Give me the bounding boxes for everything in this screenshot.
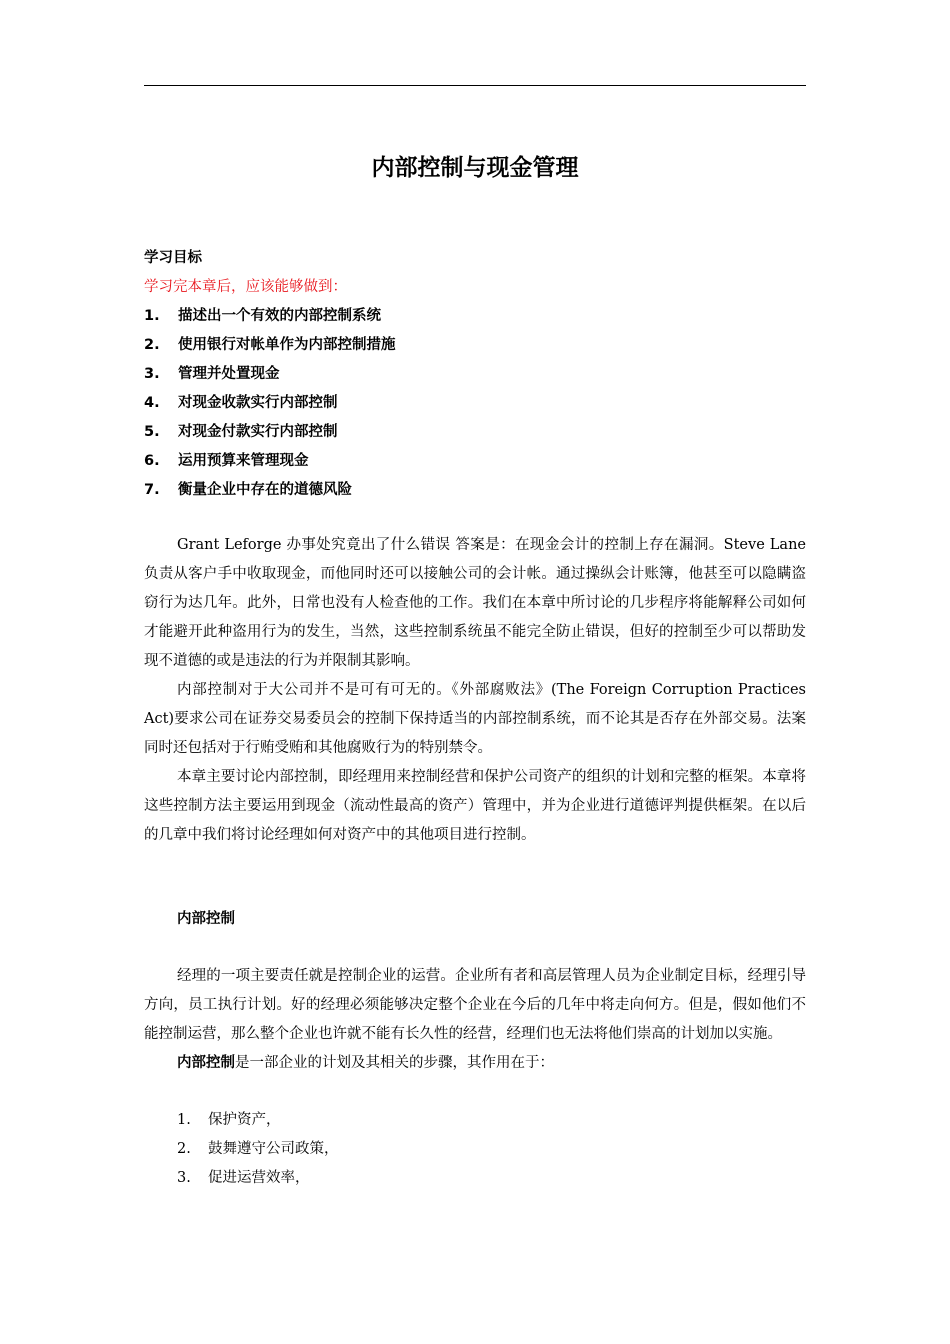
header-rule — [144, 85, 806, 86]
objectives-heading: 学习目标 — [144, 250, 202, 266]
item-number: 2. — [144, 337, 160, 353]
paragraph: Grant Leforge 办事处究竟出了什么错误 答案是：在现金会计的控制上存在漏洞。Steve Lane 负责从客户手中收取现金，而他同时还可以接触公司的会计帐。通过操纵会计账簿，他甚至可以隐瞒盗窃行为达几年。此外，日常也没有人检查他的工作。我们在本章中所讨论的几步程序将能解释公司如何才能避开此种盗用行为的发生，当然，这些控制系统虽不能完全防止错误，但好的控制至少可以帮助发现不道德的或是违法的行为并限制其影响。 — [144, 537, 806, 669]
purposes-list — [177, 1106, 806, 1193]
list-item — [144, 447, 806, 476]
body-text — [144, 531, 806, 850]
list-item — [144, 389, 806, 418]
item-text: 运用预算来管理现金 — [178, 453, 309, 469]
list-item — [144, 418, 806, 447]
item-text: 衡量企业中存在的道德风险 — [178, 482, 352, 498]
item-number: 1. — [177, 1112, 191, 1128]
section-heading: 内部控制 — [177, 911, 235, 927]
item-text: 描述出一个有效的内部控制系统 — [178, 308, 381, 324]
objectives-intro: 学习完本章后，应该能够做到： — [144, 279, 347, 295]
item-number: 3. — [177, 1170, 191, 1186]
item-number: 6. — [144, 453, 160, 469]
item-number: 3. — [144, 366, 160, 382]
objectives-list — [144, 302, 806, 505]
item-text: 保护资产， — [208, 1112, 281, 1128]
item-text: 使用银行对帐单作为内部控制措施 — [178, 337, 396, 353]
list-item — [144, 331, 806, 360]
item-number: 7. — [144, 482, 160, 498]
list-item — [177, 1106, 806, 1135]
item-number: 4. — [144, 395, 160, 411]
definition-paragraph — [144, 1049, 806, 1078]
list-item — [144, 302, 806, 331]
list-item — [177, 1135, 806, 1164]
list-item — [144, 476, 806, 505]
item-text: 鼓舞遵守公司政策， — [208, 1141, 339, 1157]
item-text: 对现金收款实行内部控制 — [178, 395, 338, 411]
item-text: 促进运营效率， — [208, 1170, 310, 1186]
list-item — [144, 360, 806, 389]
document-title: 内部控制与现金管理 — [371, 155, 579, 181]
list-item — [177, 1164, 806, 1193]
item-text: 对现金付款实行内部控制 — [178, 424, 338, 440]
paragraph: 经理的一项主要责任就是控制企业的运营。企业所有者和高层管理人员为企业制定目标，经理引导方向，员工执行计划。好的经理必须能够决定整个企业在今后的几年中将走向何方。但是，假如他们不能控制运营，那么整个企业也许就不能有长久性的经营，经理们也无法将他们崇高的计划加以实施。 — [144, 968, 806, 1042]
item-number: 5. — [144, 424, 160, 440]
definition-term: 内部控制 — [177, 1055, 235, 1071]
item-number: 1. — [144, 308, 160, 324]
paragraph: 内部控制对于大公司并不是可有可无的。《外部腐败法》(The Foreign Corruption Practices Act)要求公司在证券交易委员会的控制下保持适当的内部控制系统，而不论其是否存在外部交易。法案同时还包括对于行贿受贿和其他腐败行为的特别禁令。 — [144, 682, 806, 756]
item-text: 管理并处置现金 — [178, 366, 280, 382]
section-body — [144, 962, 806, 1078]
definition-text: 是一部企业的计划及其相关的步骤，其作用在于： — [235, 1055, 554, 1071]
paragraph: 本章主要讨论内部控制，即经理用来控制经营和保护公司资产的组织的计划和完整的框架。本章将这些控制方法主要运用到现金（流动性最高的资产）管理中，并为企业进行道德评判提供框架。在以后的几章中我们将讨论经理如何对资产中的其他项目进行控制。 — [144, 769, 806, 843]
item-number: 2. — [177, 1141, 191, 1157]
